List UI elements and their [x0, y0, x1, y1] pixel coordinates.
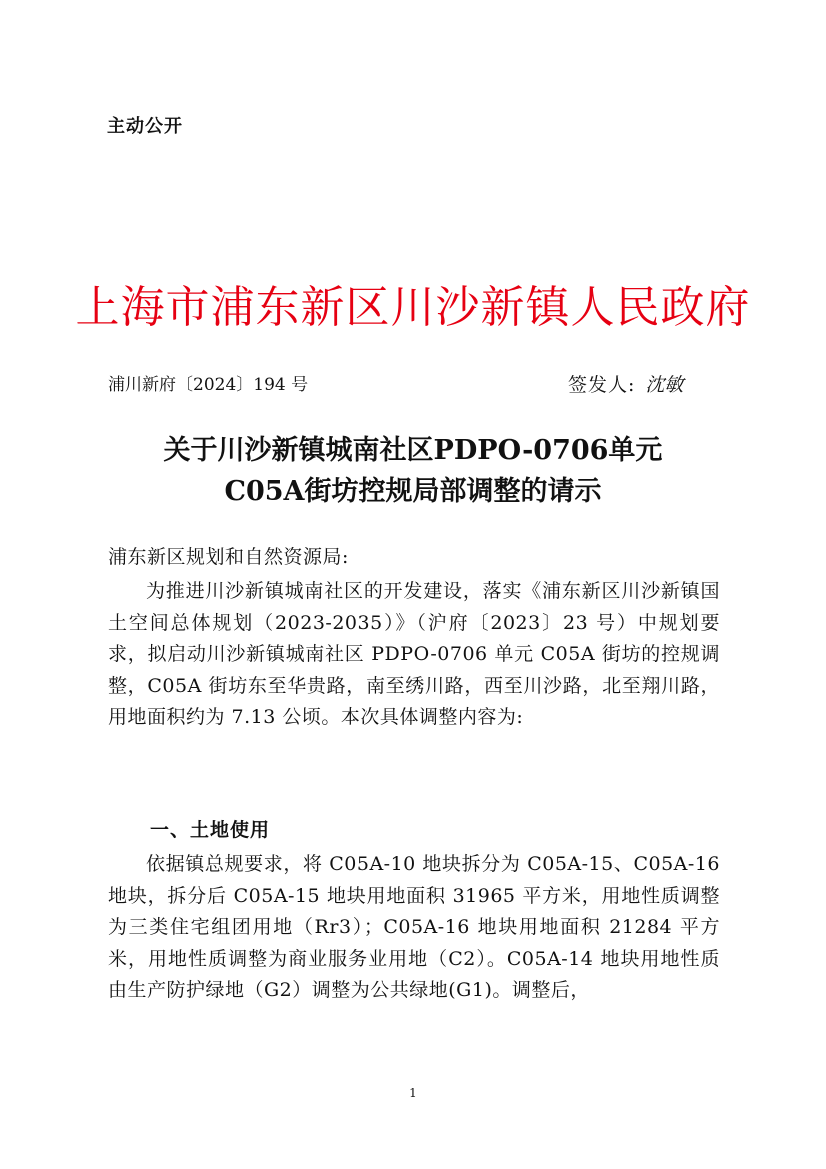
paragraph-2-text: 依据镇总规要求，将 C05A-10 地块拆分为 C05A-15、C05A-16 地块，拆分后 C05A-15 地块用地面积 31965 平方米，用地性质调整为三类住宅组团用地（Rr3）；C05A-16 地块用地面积 21284 平方米，用地性质调整为商业服务业用地（C2）。C05A-14 地块用地性质由生产防护绿地（G2）调整为公共绿地(G1)。调整后， — [108, 853, 720, 1001]
page-number: 1 — [409, 1086, 417, 1100]
body-paragraph-1 — [108, 576, 720, 734]
issuing-authority-heading: 上海市浦东新区川沙新镇人民政府 — [75, 282, 751, 333]
title-line-2: C05A街坊控规局部调整的请示 — [224, 476, 602, 507]
signer-block — [568, 370, 683, 397]
section-heading-land-use: 一、土地使用 — [150, 819, 271, 841]
signer-label: 签发人: — [568, 374, 636, 396]
document-title — [0, 430, 826, 512]
disclosure-label: 主动公开 — [107, 116, 183, 137]
body-paragraph-2 — [108, 849, 720, 1007]
document-number: 浦川新府〔2024〕194 号 — [108, 375, 309, 395]
addressee: 浦东新区规划和自然资源局: — [108, 546, 349, 568]
signer-name: 沈敏 — [645, 374, 684, 396]
paragraph-1-text: 为推进川沙新镇城南社区的开发建设，落实《浦东新区川沙新镇国土空间总体规划（2023-2035）》（沪府〔2023〕23 号）中规划要求，拟启动川沙新镇城南社区 PDPO-0706 单元 C05A 街坊的控规调整，C05A 街坊东至华贵路，南至绣川路，西至川沙路，北至翔川路，用地面积约为 7.13 公顷。本次具体调整内容为: — [108, 580, 720, 728]
title-line-1: 关于川沙新镇城南社区PDPO-0706单元 — [163, 435, 663, 466]
